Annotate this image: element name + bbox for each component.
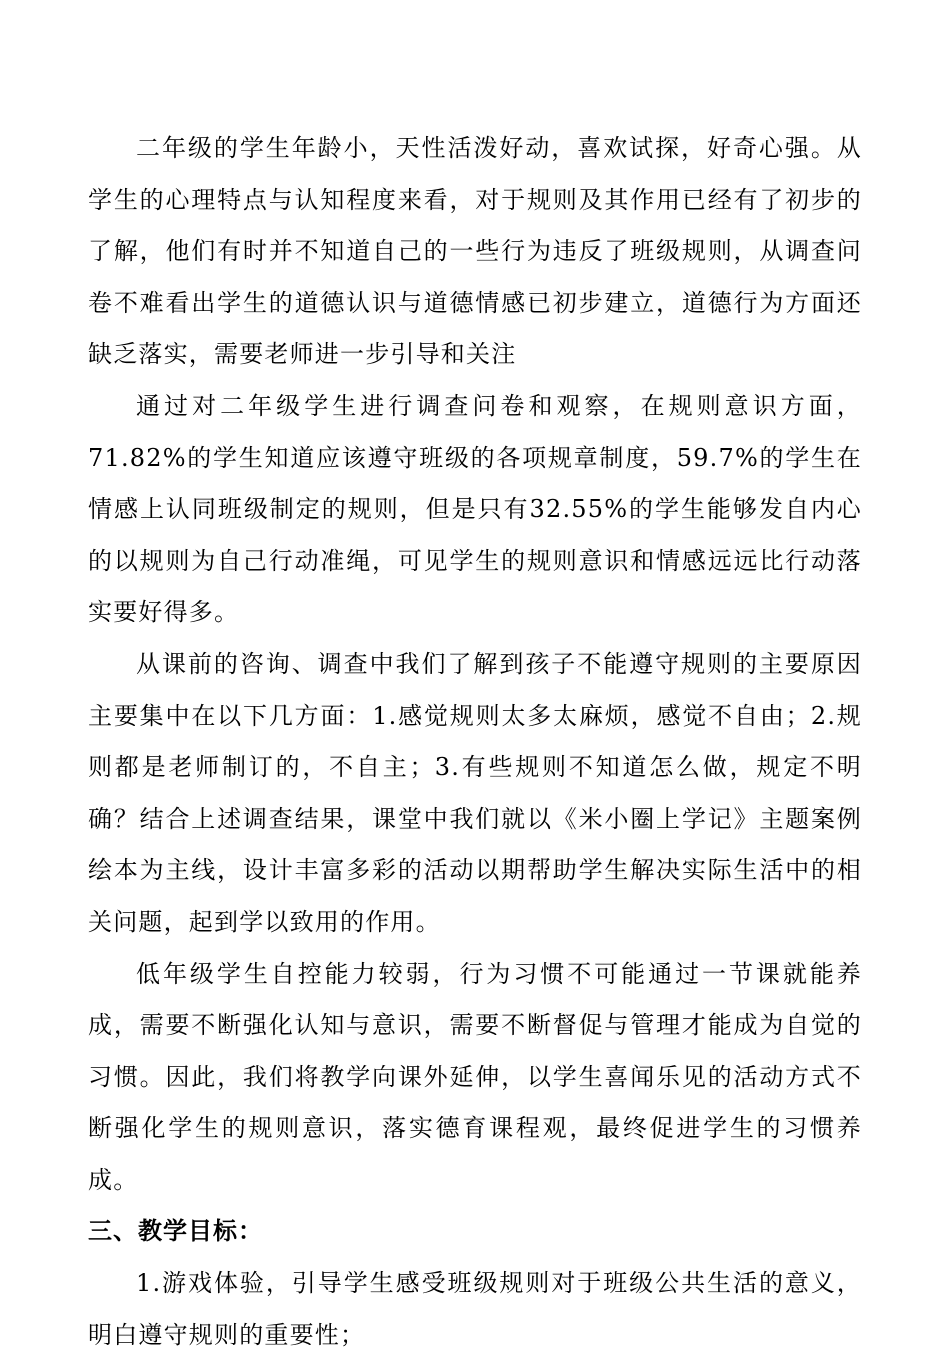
section-heading-teaching-objectives: 三、教学目标： [88, 1217, 263, 1246]
paragraph-survey-results: 通过对二年级学生进行调查问卷和观察，在规则意识方面，71.82%的学生知道应该遵守班级的各项规章制度，59.7%的学生在情感上认同班级制定的规则，但是只有32.55%的学生能够发自内心的以规则为自己行动准绳，可见学生的规则意识和情感远远比行动落实要好得多。 [88, 391, 862, 627]
paragraph-main-reasons: 从课前的咨询、调查中我们了解到孩子不能遵守规则的主要原因主要集中在以下几方面：1.感觉规则太多太麻烦，感觉不自由；2.规则都是老师制订的，不自主；3.有些规则不知道怎么做，规定不明确？结合上述调查结果，课堂中我们就以《米小圈上学记》主题案例绘本为主线，设计丰富多彩的活动以期帮助学生解决实际生活中的相关问题，起到学以致用的作用。 [88, 649, 862, 936]
paragraph-habit-formation: 低年级学生自控能力较弱，行为习惯不可能通过一节课就能养成，需要不断强化认知与意识，需要不断督促与管理才能成为自觉的习惯。因此，我们将教学向课外延伸，以学生喜闻乐见的活动方式不断强化学生的规则意识，落实德育课程观，最终促进学生的习惯养成。 [88, 959, 862, 1194]
document-body [88, 123, 862, 1361]
paragraph-objective-1: 1.游戏体验，引导学生感受班级规则对于班级公共生活的意义，明白遵守规则的重要性； [88, 1269, 862, 1349]
paragraph-student-characteristics: 二年级的学生年龄小，天性活泼好动，喜欢试探，好奇心强。从学生的心理特点与认知程度来看，对于规则及其作用已经有了初步的了解，他们有时并不知道自己的一些行为违反了班级规则，从调查问卷不难看出学生的道德认识与道德情感已初步建立，道德行为方面还缺乏落实，需要老师进一步引导和关注 [88, 134, 862, 369]
